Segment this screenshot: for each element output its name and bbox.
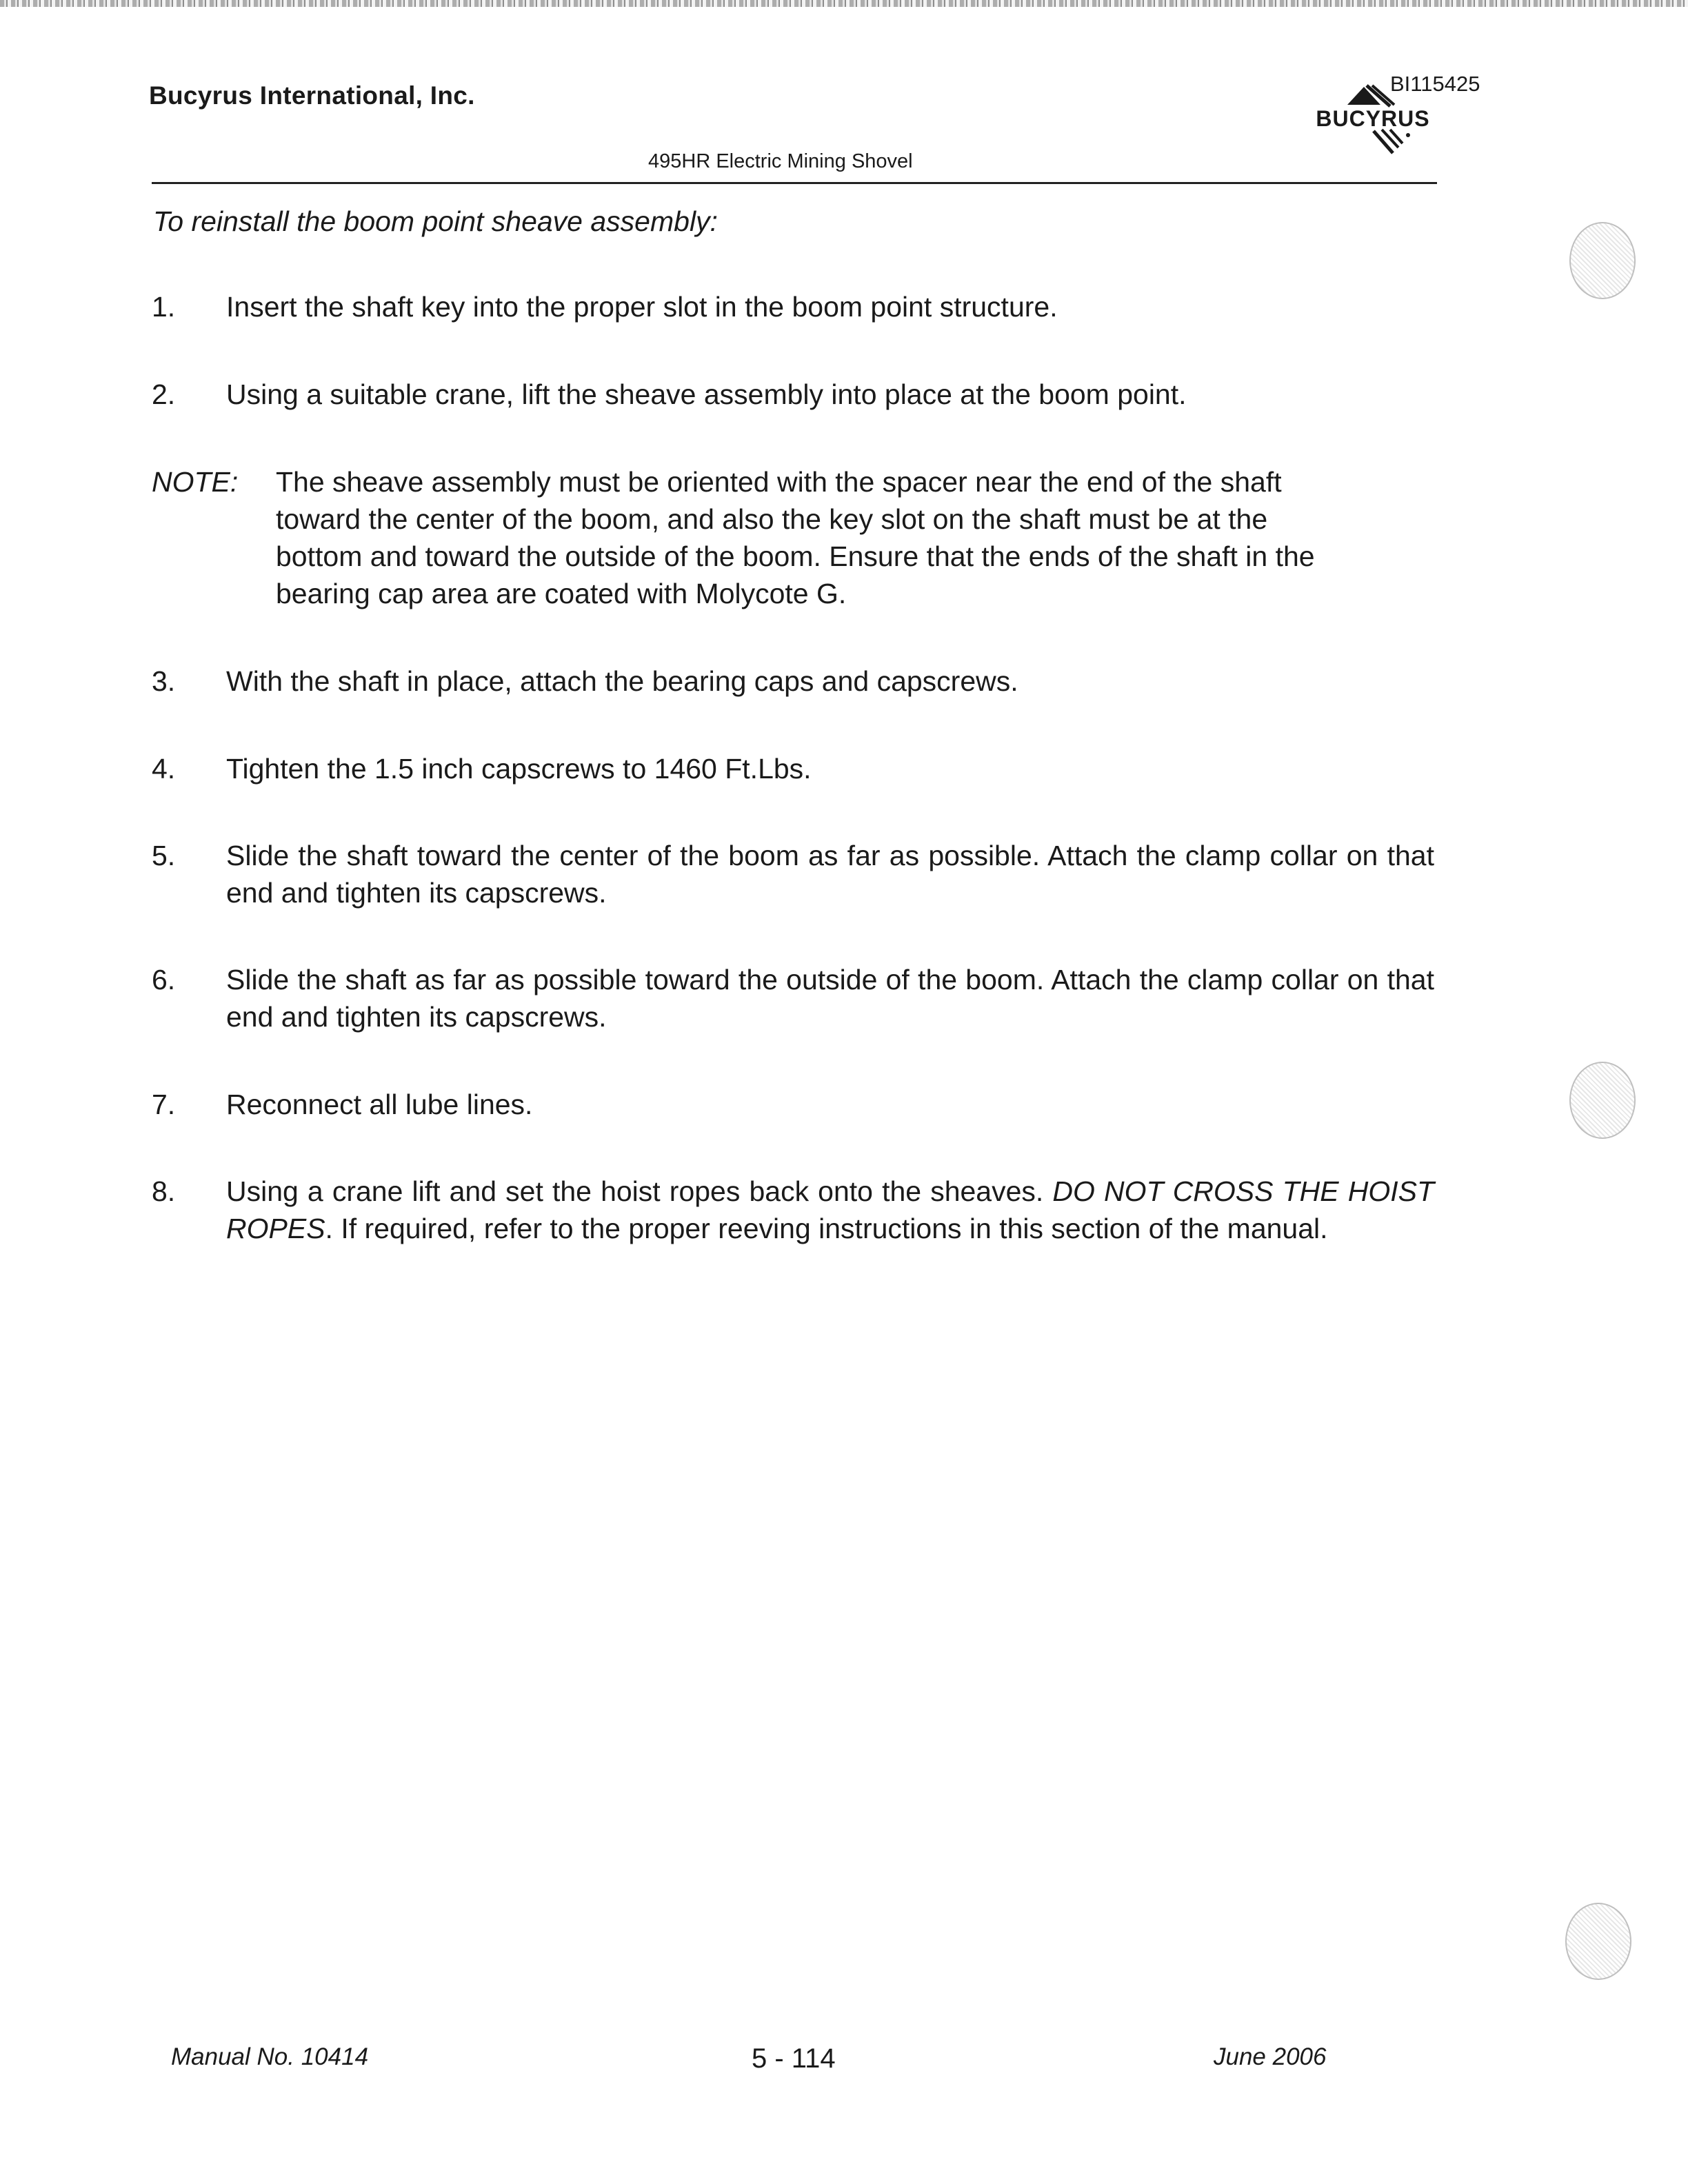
step-text: Using a suitable crane, lift the sheave assembly into place at the boom point. — [226, 378, 1187, 410]
step-number: 1. — [152, 291, 176, 323]
step-number: 8. — [152, 1175, 176, 1207]
step-number: 6. — [152, 964, 176, 995]
step-number: 2. — [152, 378, 176, 410]
subtitle-text: 495HR Electric Mining Shovel — [648, 150, 913, 172]
step-text: Slide the shaft as far as possible toward the outside of the boom. Attach the clamp collar on that end and tighten its capscrews. — [226, 964, 1434, 1033]
punch-hole — [1569, 1062, 1636, 1139]
header-rule — [152, 182, 1437, 184]
step-text-part: . If required, refer to the proper reeving instructions in this section of the manual. — [325, 1213, 1328, 1244]
step-text: Reconnect all lube lines. — [226, 1089, 533, 1120]
document-id: BI115425 — [1390, 72, 1480, 96]
step-text — [226, 1173, 1434, 1247]
note-text: The sheave assembly must be oriented with the spacer near the end of the shaft toward the center of the boom, and also the key slot on the shaft must be at the bottom and toward the outside of the boom. Ensure that the ends of the shaft in the bearing cap area are coated with Molycote G. — [276, 466, 1315, 609]
section-intro: To reinstall the boom point sheave assembly: — [153, 205, 718, 237]
step-number: 5. — [152, 840, 176, 871]
punch-hole — [1569, 222, 1636, 299]
step-text: Insert the shaft key into the proper slot in the boom point structure. — [226, 291, 1058, 323]
step-text: Slide the shaft toward the center of the boom as far as possible. Attach the clamp collar on that end and tighten its capscrews. — [226, 840, 1434, 909]
logo-wordmark: BUCYRUS — [1316, 106, 1430, 131]
step-text: Tighten the 1.5 inch capscrews to 1460 Ft.Lbs. — [226, 753, 812, 785]
note-label: NOTE: — [152, 466, 239, 498]
warning-emphasis: DO NOT CROSS THE HOIST ROPES — [226, 1175, 1435, 1244]
step-number: 3. — [152, 665, 176, 697]
company-name: Bucyrus International, Inc. — [149, 81, 475, 110]
step-text: With the shaft in place, attach the bearing caps and capscrews. — [226, 665, 1018, 697]
step-text-part: Using a crane lift and set the hoist ropes back onto the sheaves. — [226, 1175, 1053, 1207]
scan-edge-artifact — [0, 0, 1688, 7]
step-number: 7. — [152, 1089, 176, 1120]
footer-date: June 2006 — [1214, 2043, 1327, 2070]
step-number: 4. — [152, 753, 176, 785]
footer-page-number: 5 - 114 — [752, 2043, 836, 2074]
punch-hole — [1565, 1903, 1631, 1980]
footer-manual-number: Manual No. 10414 — [171, 2043, 369, 2070]
